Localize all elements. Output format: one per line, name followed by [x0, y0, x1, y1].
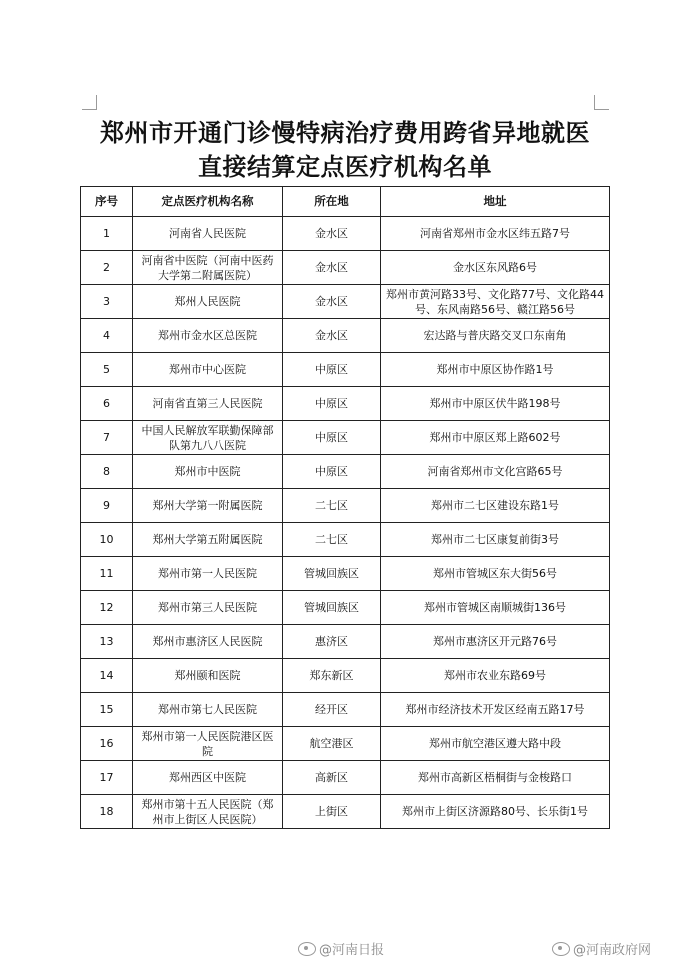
cell-index: 7	[81, 421, 133, 455]
cell-district: 中原区	[283, 387, 381, 421]
table-row	[81, 591, 610, 625]
cell-address: 郑州市黄河路33号、文化路77号、文化路44号、东风南路56号、赣江路56号	[381, 285, 610, 319]
cell-name: 郑州大学第一附属医院	[133, 489, 283, 523]
table-row	[81, 387, 610, 421]
table-row	[81, 727, 610, 761]
cell-district: 金水区	[283, 319, 381, 353]
table-row	[81, 251, 610, 285]
cell-district: 二七区	[283, 489, 381, 523]
table-row	[81, 659, 610, 693]
title-line-1: 郑州市开通门诊慢特病治疗费用跨省异地就医	[100, 119, 590, 147]
cell-index: 2	[81, 251, 133, 285]
cell-district: 中原区	[283, 421, 381, 455]
header-district: 所在地	[283, 187, 381, 217]
cell-name: 郑州市中心医院	[133, 353, 283, 387]
table-row	[81, 455, 610, 489]
cell-district: 金水区	[283, 285, 381, 319]
cell-address: 郑州市二七区建设东路1号	[381, 489, 610, 523]
cell-index: 18	[81, 795, 133, 829]
table-row	[81, 319, 610, 353]
footer-source-2	[552, 939, 651, 958]
cell-address: 郑州市高新区梧桐街与金梭路口	[381, 761, 610, 795]
cell-name: 郑州市第七人民医院	[133, 693, 283, 727]
table-row	[81, 693, 610, 727]
table-row	[81, 761, 610, 795]
cell-address: 郑州市航空港区遵大路中段	[381, 727, 610, 761]
table-row	[81, 217, 610, 251]
header-index: 序号	[81, 187, 133, 217]
cell-address: 郑州市中原区郑上路602号	[381, 421, 610, 455]
cell-address: 河南省郑州市文化宫路65号	[381, 455, 610, 489]
cell-address: 河南省郑州市金水区纬五路7号	[381, 217, 610, 251]
header-name: 定点医疗机构名称	[133, 187, 283, 217]
cell-name: 郑州人民医院	[133, 285, 283, 319]
title-line-2: 直接结算定点医疗机构名单	[198, 153, 492, 181]
cell-index: 4	[81, 319, 133, 353]
table-row	[81, 795, 610, 829]
cell-name: 郑州市中医院	[133, 455, 283, 489]
cell-index: 9	[81, 489, 133, 523]
cell-address: 郑州市经济技术开发区经南五路17号	[381, 693, 610, 727]
table-row	[81, 523, 610, 557]
cell-address: 金水区东风路6号	[381, 251, 610, 285]
cell-index: 13	[81, 625, 133, 659]
cell-index: 11	[81, 557, 133, 591]
cell-name: 郑州市第三人民医院	[133, 591, 283, 625]
crop-mark-top-left	[82, 95, 97, 110]
cell-address: 郑州市二七区康复前街3号	[381, 523, 610, 557]
footer-source-1-text: @河南日报	[319, 943, 385, 958]
cell-name: 郑州市第十五人民医院（郑州市上街区人民医院）	[133, 795, 283, 829]
header-address: 地址	[381, 187, 610, 217]
table-row	[81, 285, 610, 319]
cell-name: 郑州市惠济区人民医院	[133, 625, 283, 659]
cell-name: 郑州市第一人民医院	[133, 557, 283, 591]
cell-name: 郑州西区中医院	[133, 761, 283, 795]
table-row	[81, 353, 610, 387]
cell-index: 16	[81, 727, 133, 761]
cell-name: 河南省中医院（河南中医药大学第二附属医院）	[133, 251, 283, 285]
table-row	[81, 557, 610, 591]
cell-district: 金水区	[283, 217, 381, 251]
cell-address: 郑州市中原区伏牛路198号	[381, 387, 610, 421]
cell-address: 郑州市管城区南顺城街136号	[381, 591, 610, 625]
cell-name: 河南省直第三人民医院	[133, 387, 283, 421]
footer-source-1	[298, 939, 384, 958]
crop-mark-top-right	[594, 95, 609, 110]
cell-index: 10	[81, 523, 133, 557]
cell-name: 河南省人民医院	[133, 217, 283, 251]
cell-district: 郑东新区	[283, 659, 381, 693]
cell-address: 郑州市上街区济源路80号、长乐街1号	[381, 795, 610, 829]
table-row	[81, 625, 610, 659]
cell-index: 8	[81, 455, 133, 489]
cell-address: 郑州市管城区东大街56号	[381, 557, 610, 591]
cell-address: 宏达路与普庆路交叉口东南角	[381, 319, 610, 353]
cell-index: 17	[81, 761, 133, 795]
cell-index: 14	[81, 659, 133, 693]
table-row	[81, 489, 610, 523]
cell-name: 郑州市第一人民医院港区医院	[133, 727, 283, 761]
cell-district: 高新区	[283, 761, 381, 795]
cell-name: 郑州颐和医院	[133, 659, 283, 693]
table-body	[81, 217, 610, 829]
cell-district: 上街区	[283, 795, 381, 829]
cell-index: 1	[81, 217, 133, 251]
weibo-icon	[298, 942, 316, 956]
table-header-row	[81, 187, 610, 217]
weibo-icon	[552, 942, 570, 956]
cell-district: 金水区	[283, 251, 381, 285]
cell-address: 郑州市惠济区开元路76号	[381, 625, 610, 659]
cell-index: 5	[81, 353, 133, 387]
cell-index: 12	[81, 591, 133, 625]
cell-district: 惠济区	[283, 625, 381, 659]
cell-district: 中原区	[283, 455, 381, 489]
cell-district: 中原区	[283, 353, 381, 387]
cell-address: 郑州市农业东路69号	[381, 659, 610, 693]
cell-address: 郑州市中原区协作路1号	[381, 353, 610, 387]
cell-district: 航空港区	[283, 727, 381, 761]
cell-name: 中国人民解放军联勤保障部队第九八八医院	[133, 421, 283, 455]
cell-district: 管城回族区	[283, 591, 381, 625]
cell-district: 二七区	[283, 523, 381, 557]
cell-index: 6	[81, 387, 133, 421]
footer-source-2-text: @河南政府网	[573, 943, 652, 958]
cell-name: 郑州大学第五附属医院	[133, 523, 283, 557]
cell-index: 15	[81, 693, 133, 727]
cell-name: 郑州市金水区总医院	[133, 319, 283, 353]
document-title	[0, 116, 690, 184]
hospital-table	[80, 186, 610, 829]
cell-district: 管城回族区	[283, 557, 381, 591]
cell-index: 3	[81, 285, 133, 319]
cell-district: 经开区	[283, 693, 381, 727]
table-row	[81, 421, 610, 455]
